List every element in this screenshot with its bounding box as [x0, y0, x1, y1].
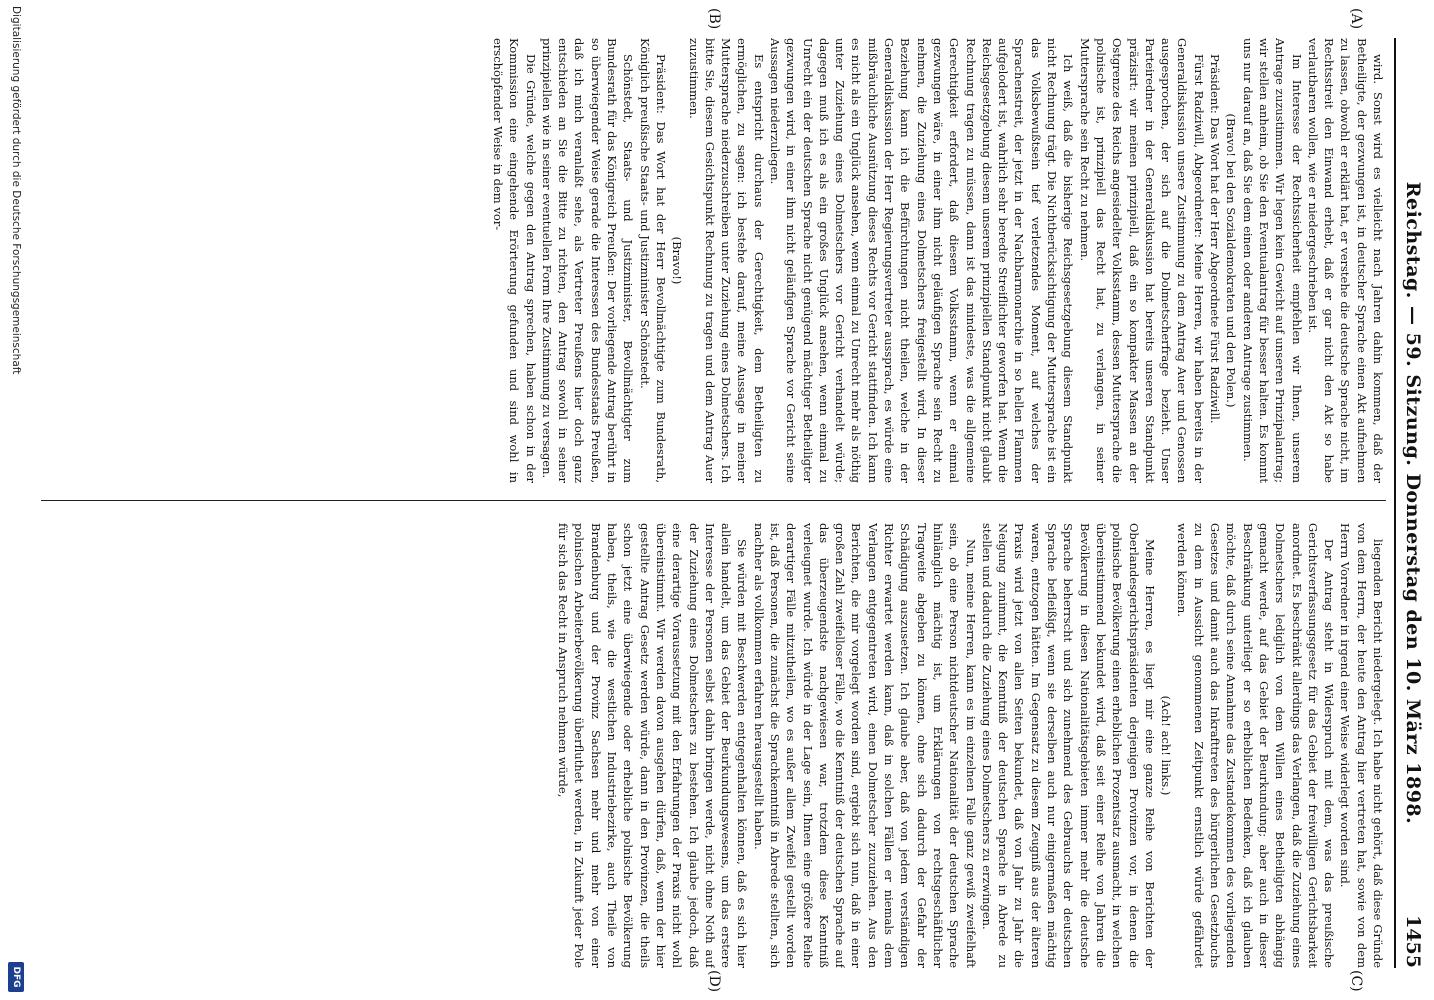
paragraph: liegenden Bericht niedergelegt. Ich habe nicht gehört, daß diese Gründe von dem Herrn, der heute den Antrag hier vertreten hat, sowie von dem Herrn Vorredner in irgend einer Weise widerlegt worden sind. [1338, 523, 1385, 968]
margin-marker-c: (C) [1348, 970, 1364, 992]
margin-marker-b: (B) [706, 8, 722, 30]
column-divider [41, 500, 1386, 501]
paragraph: wird. Sonst wird es vielleicht nach Jahren dahin kommen, daß der Betheiligte, der gezwungen ist, in deutscher Sprache einen Akt aufnehmen zu lassen, obwohl er erklärt hat, er verstehe die deutsche Sprache nicht, im Rechtsstreit den Einwand erhebt, daß er gar nicht den Akt so habe verlautbaren wollen, wie er niedergeschrieben ist. [1305, 38, 1385, 483]
paragraph: Die Gründe, welche gegen den Antrag sprechen, haben schon in der Kommission eine eingehende Erörterung gefunden und sind wohl in erschöpfender Weise in dem vor- [490, 38, 538, 483]
paragraph: Fürst Radziwill, Abgeordneter: Meine Herren, wir haben bereits in der Generaldiskussion unsere Zustimmung zu dem Antrag Auer und Genossen ausgesprochen, der sich auf die Dolmetscherfrage bezieht. Unser Parteiredner in der Generaldiskussion hat bereits unseren Standpunkt präzisirt: wir meinen prinzipiell, daß ein so kompakter Massen an der Ostgrenze des Reichs angesiedelter Volksstamm, dessen Muttersprache die polnische ist, prinzipiell das Recht hat, zu verlangen, in seiner Muttersprache sein Recht zu nehmen. [1077, 38, 1206, 483]
paragraph: Ich weiß, daß die bisherige Reichsgesetzgebung diesem Standpunkt nicht Rechnung trägt. Die Nichtberücksichtigung der Muttersprache ist ein das Volksbewußtsein tief verletzendes Moment, auf welches der Sprachenstreit, der jetzt in der Nachbarmonarchie in so hellen Flammen aufgelodert ist, wahrlich sehr beredte Streiflichter geworfen hat. Wenn die Reichsgesetzgebung diesem unserem prinzipiellen Standpunkt nicht glaubt Rechnung tragen zu müssen, dann ist das mindeste, was die allgemeine Gerechtigkeit erfordert, daß diesem Volksstamm, wenn er einmal gezwungen wäre, in einer ihm nicht geläufigen Sprache sein Recht zu nehmen, die Zuziehung eines Dolmetschers freigestellt wird. In dieser Beziehung kann ich die Befürchtungen nicht theilen, welche in der Generaldiskussion der Herr Regierungsvertreter aussprach, es würde eine mißbräuchliche Ausnützung dieses Rechts vor Gericht stattfinden. Ich kann es nicht als ein Unglück ansehen, wenn einmal zu Unrecht mehr als nöthig unter Zuziehung eines Dolmetschers vor Gericht verhandelt würde; dagegen muß ich es als ein großes Unglück ansehen, wenn einmal zu Unrecht ein der deutschen Sprache nicht genügend mächtiger Betheiligter gezwungen wird, in einer ihm nicht geläufigen Sprache vor Gericht seine Aussagen niederzulegen. [768, 38, 1076, 483]
page-header [1394, 38, 1426, 968]
margin-marker-a: (A) [1348, 8, 1364, 30]
right-text-column [41, 523, 1386, 968]
paragraph: Im Interesse der Rechtssicherheit empfehlen wir Ihnen, unserem Antrage zuzustimmen. Wir legen kein Gewicht auf unseren Prinzipalantrag; wir stellen anheim, ob Sie den Eventualantrag für besser halten. Es kommt uns nur darauf an, daß Sie dem einen oder anderen Antrage zustimmen. [1240, 38, 1304, 483]
page-title: Reichstag. — 59. Sitzung. Donnerstag den 10. März 1898. [1402, 181, 1424, 825]
digitization-credit: Digitalisierung gefördert durch die Deutsche Forschungsgemeinschaft [10, 6, 22, 375]
paragraph: (Ach! ach! links.) [1159, 695, 1174, 796]
paragraph: Der Antrag steht in Widerspruch mit dem, was das preußische Gerichtsverfassungsgesetz für das Gebiet der freiwilligen Gerichtsbarkeit anordnet. Es beschränkt allerdings das Verlangen, daß die Zuziehung eines Dolmetschers lediglich von dem Willen eines Betheiligten abhängig gemacht werde, auf das Gebiet der Beurkundung; aber auch in dieser Beschränkung unterliegt er so erheblichen Bedenken, daß ich glauben möchte, daß durch seine Annahme das Zustandekommen des vorliegenden Gesetzes und damit auch das Inkrafttreten des bürgerlichen Gesetzbuchs zu dem in Aussicht genommenen Zeitpunkt ernstlich würde gefährdet werden können. [1175, 523, 1337, 968]
dfg-logo: DFG [8, 962, 24, 992]
paragraph: Präsident: Das Wort hat der Herr Abgeordnete Fürst Radziwill. [1208, 54, 1223, 424]
paragraph: Meine Herren, es liegt mir eine ganze Reihe von Berichten der Oberlandesgerichtspräsidenten derjenigen Provinzen vor, in denen die polnische Bevölkerung einen erheblichen Prozentsatz ausmacht, in welchen übereinstimmend bekundet wird, daß seit einer Reihe von Jahren die Bevölkerung in diesen Nationalitätsgebieten immer mehr die deutsche Sprache beherrscht und sich zunehmend des Gebrauchs der deutschen Sprache befleißigt, wenn sie derselben auch nur einigermaßen mächtig waren, entzogen hätten. Im Gegensatz zu diesem Zeugniß aus der älteren Praxis wird jetzt von allen Seiten bekundet, daß von Jahr zu Jahr die Neigung zunimmt, die Kenntniß der deutschen Sprache in Abrede zu stellen und dadurch die Zuziehung eines Dolmetschers zu erzwingen. [979, 523, 1157, 968]
paragraph: Präsident: Das Wort hat der Herr Bevollmächtigte zum Bundesrath, Königlich preußische Staats- und Justizminister Schönstedt. [637, 38, 668, 483]
page-footer [4, 0, 26, 1000]
margin-marker-d: (D) [706, 970, 722, 993]
paragraph: Nun, meine Herren, kann es im einzelnen Falle ganz gewiß zweifelhaft sein, ob eine Person nichtdeutscher Nationalität der deutschen Sprache hinlänglich mächtig ist, um Erklärungen von rechtsgeschäftlicher Tragweite abgeben zu können, ohne sich dadurch der Gefahr der Schädigung auszusetzen. Ich glaube aber, daß von jedem verständigen Richter erwartet werden kann, daß in solchen Fällen er niemals dem Verlangen entgegentreten wird, einen Dolmetscher zuzuziehen. Aus den Berichten, die mir vorgelegt worden sind, ergiebt sich nun, daß in einer großen Zahl zweifelloser Fälle, wo die Kenntniß der deutschen Sprache auf das überzeugendste nachgewiesen war, trotzdem diese Kenntniß verleugnet wurde. Ich würde in der Lage sein, Ihnen eine größere Reihe derartiger Fälle mitzutheilen, wo es außer allem Zweifel gestellt worden ist, daß Personen, die zunächst die Sprachkenntniß in Abrede stellten, sich nachher als vollkommen erfahren herausgestellt haben. [751, 523, 978, 968]
paragraph: Sie würden mit Beschwerden entgegenhalten können, daß es sich hier allein handelt, um das Gebiet der Beurkundungswesens, um das erstere Interesse der Personen selbst dahin bringen werde, nicht ohne Noth auf der Zuziehung eines Dolmetschers zu bestehen. Ich glaube jedoch, daß eine derartige Voraussetzung mit den Erfahrungen der Praxis nicht wohl übereinstimmt. Wir werden davon ausgehen dürfen, daß, wenn der hier gestellte Antrag Gesetz werden würde, dann in den Provinzen, die theils schon jetzt eine überwiegende oder erhebliche polnische Bevölkerung haben, theils, wie die westlichen Industriebezirke, auch Theile von Brandenburg und der Provinz Sachsen mehr und mehr von einer polnischen Arbeiterbevölkerung überfluthet werden, in Zukunft jeder Pole für sich das Recht in Anspruch nehmen würde, [556, 523, 750, 968]
paragraph: (Bravo!) [670, 236, 685, 285]
paragraph: Schönstedt, Staats- und Justizminister, Bevollmächtigter zum Bundesrath für das Königreich Preußen: Der vorliegende Antrag berührt in so überwiegender Weise gerade die Interessen des Bundesstaats Preußen, daß ich mich veranlaßt sehe, als Vertreter Preußens hier doch ganz entschieden an Sie die Bitte zu richten, den Antrag sowohl in seiner prinzipiellen wie in seiner eventuellen Form Ihre Zustimmung zu versagen. [539, 38, 636, 483]
paragraph: Es entspricht durchaus der Gerechtigkeit, dem Betheiligten zu ermöglichen, zu sagen: ich bestehe darauf, meine Aussage in meiner Muttersprache niederzuschreiben unter Zuziehung eines Dolmetschers. Ich bitte Sie, diesem Gesichtspunkt Rechnung zu tragen und dem Antrag Auer zuzustimmen. [686, 38, 766, 483]
page-number: 1455 [1402, 915, 1424, 968]
paragraph: (Bravo! bei den Sozialdemokraten und den Polen.) [1224, 113, 1239, 408]
left-text-column [41, 38, 1386, 483]
